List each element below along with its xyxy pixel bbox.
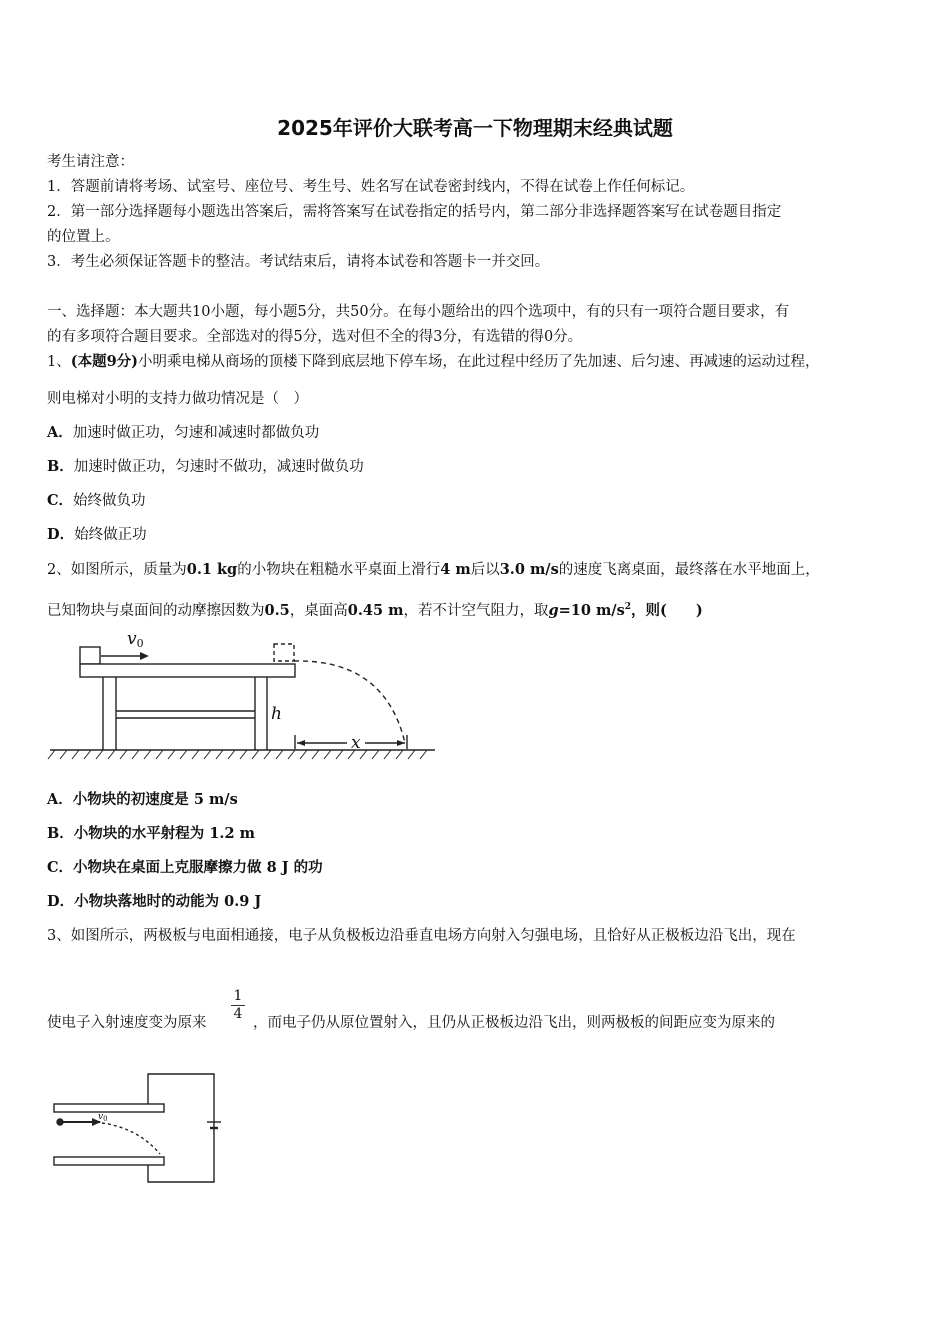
- q3-v0-label: $v_0$: [98, 1112, 108, 1123]
- q3-figure: [48, 1070, 228, 1190]
- q2-text-8: ，则( ): [631, 601, 703, 619]
- q1-option-c-label: C．: [47, 492, 74, 509]
- q2-mu: 0.5: [264, 601, 290, 619]
- q2-h-label: h: [271, 704, 282, 724]
- section-intro-line-2: 的有多项符合题目要求。全部选对的得5分，选对但不全的得3分，有选错的得0分。: [47, 329, 583, 345]
- q1-option-d-text: 始终做正功: [74, 527, 147, 543]
- q2-x-arrowhead-left: [297, 740, 305, 746]
- q2-stem-line-2: [47, 597, 703, 621]
- notice-item-2: 2．第一部分选择题每小题选出答案后，需将答案写在试卷指定的括号内，第二部分非选择题答案写在试卷题目指定: [47, 204, 782, 220]
- q2-table-top: [80, 664, 295, 677]
- q3-stem-line-2b: ，而电子仍从原位置射入，且仍从正极板边沿飞出，则两极板的间距应变为原来的: [253, 1015, 775, 1031]
- q1-option-c: [47, 491, 146, 511]
- q2-g-symbol: g: [548, 601, 559, 619]
- q1-option-b-label: B．: [47, 458, 74, 475]
- q2-text-1: 2、如图所示，质量为: [47, 562, 187, 578]
- q1-tag: (本题9分): [70, 353, 139, 370]
- q2-text-7: ，若不计空气阻力，取: [403, 602, 549, 619]
- q1-stem-text: 小明乘电梯从商场的顶楼下降到底层地下停车场，在此过程中经历了先加速、后匀速、再减速的运动过程，: [138, 354, 820, 370]
- q1-number: 1、: [47, 354, 71, 370]
- q2-g-value: =10 m/s: [558, 601, 625, 619]
- q2-option-b: [47, 824, 255, 844]
- q2-distance: 4 m: [440, 561, 471, 578]
- q2-option-a: [47, 790, 238, 810]
- q1-option-a-text: 加速时做正功，匀速和减速时都做负功: [72, 425, 320, 441]
- q1-option-a-label: A．: [47, 424, 73, 441]
- q2-text-5: 已知物块与桌面间的动摩擦因数为: [47, 602, 265, 619]
- notice-item-3: 3．考生必须保证答题卡的整洁。考试结束后，请将本试卷和答题卡一并交回。: [47, 254, 550, 270]
- q2-x-label: x: [351, 733, 361, 753]
- q2-mass: 0.1 kg: [186, 561, 238, 578]
- q1-option-b-text: 加速时做正功，匀速时不做功，减速时做负功: [73, 459, 364, 475]
- q2-height: 0.45 m: [347, 601, 404, 619]
- page-title: 2025年评价大联考高一下物理期末经典试题: [277, 116, 673, 140]
- q2-block-ghost: [274, 644, 294, 661]
- q2-text-3: 后以: [470, 562, 500, 578]
- q3-circuit-wire: [148, 1074, 214, 1182]
- q2-option-d-label: D．: [47, 893, 75, 910]
- q3-electron-trajectory: [102, 1123, 160, 1154]
- q1-stem-line-1: [47, 352, 820, 372]
- q2-option-c-text: 小物块在桌面上克服摩擦力做 8 J 的功: [73, 859, 323, 876]
- q2-ground-hatch: [48, 750, 427, 759]
- q3-stem-line-1: 3、如图所示，两极板与电面相通接，电子从负极板边沿垂直电场方向射入匀强电场，且恰好从正极板边沿飞出，现在: [47, 928, 796, 944]
- q2-text-4: 的速度飞离桌面，最终落在水平地面上，: [558, 562, 820, 578]
- q2-text-2: 的小物块在粗糙水平桌面上滑行: [237, 562, 441, 578]
- q3-fraction-numerator: 1: [231, 988, 245, 1006]
- q1-option-d-label: D．: [47, 526, 75, 543]
- q2-option-a-text: 小物块的初速度是 5 m/s: [72, 791, 238, 808]
- q2-velocity-arrowhead: [140, 652, 149, 660]
- section-intro-line-1: 一、选择题：本大题共10小题，每小题5分，共50分。在每小题给出的四个选项中，有的只有一项符合题目要求，有: [47, 304, 790, 320]
- q3-fraction: [231, 988, 245, 1023]
- q1-option-d: [47, 525, 147, 545]
- q2-option-d-text: 小物块落地时的动能为 0.9 J: [74, 893, 262, 910]
- q2-speed: 3.0 m/s: [499, 561, 559, 578]
- q3-bottom-plate: [54, 1157, 164, 1165]
- q2-stem-line-1: [47, 560, 820, 580]
- q2-figure: [45, 625, 445, 765]
- q3-fraction-denominator: 4: [233, 1006, 243, 1022]
- q1-option-b: [47, 457, 364, 477]
- q2-v0-label: v0: [127, 629, 144, 650]
- q3-stem-line-2a: 使电子入射速度变为原来: [47, 1015, 207, 1031]
- notice-item-1: 1．答题前请将考场、试室号、座位号、考生号、姓名写在试卷密封线内，不得在试卷上作任何标记。: [47, 179, 695, 195]
- q2-option-c-label: C．: [47, 859, 74, 876]
- q2-option-b-label: B．: [47, 825, 74, 842]
- q2-option-c: [47, 858, 323, 878]
- q2-option-d: [47, 892, 261, 912]
- notice-heading: 考生请注意：: [47, 154, 134, 170]
- q2-trajectory: [294, 661, 405, 743]
- q2-block: [80, 647, 100, 664]
- q2-option-b-text: 小物块的水平射程为 1.2 m: [73, 825, 255, 842]
- q3-top-plate: [54, 1104, 164, 1112]
- q2-option-a-label: A．: [47, 791, 73, 808]
- q1-option-c-text: 始终做负功: [73, 493, 146, 509]
- q3-electron: [57, 1119, 63, 1125]
- q2-x-arrowhead-right: [397, 740, 405, 746]
- notice-item-2-cont: 的位置上。: [47, 229, 120, 245]
- q2-text-6: ，桌面高: [289, 602, 348, 619]
- q1-option-a: [47, 423, 319, 443]
- q2-g-exponent: 2: [624, 602, 632, 612]
- q1-stem-line-2: 则电梯对小明的支持力做功情况是（ ）: [47, 391, 308, 407]
